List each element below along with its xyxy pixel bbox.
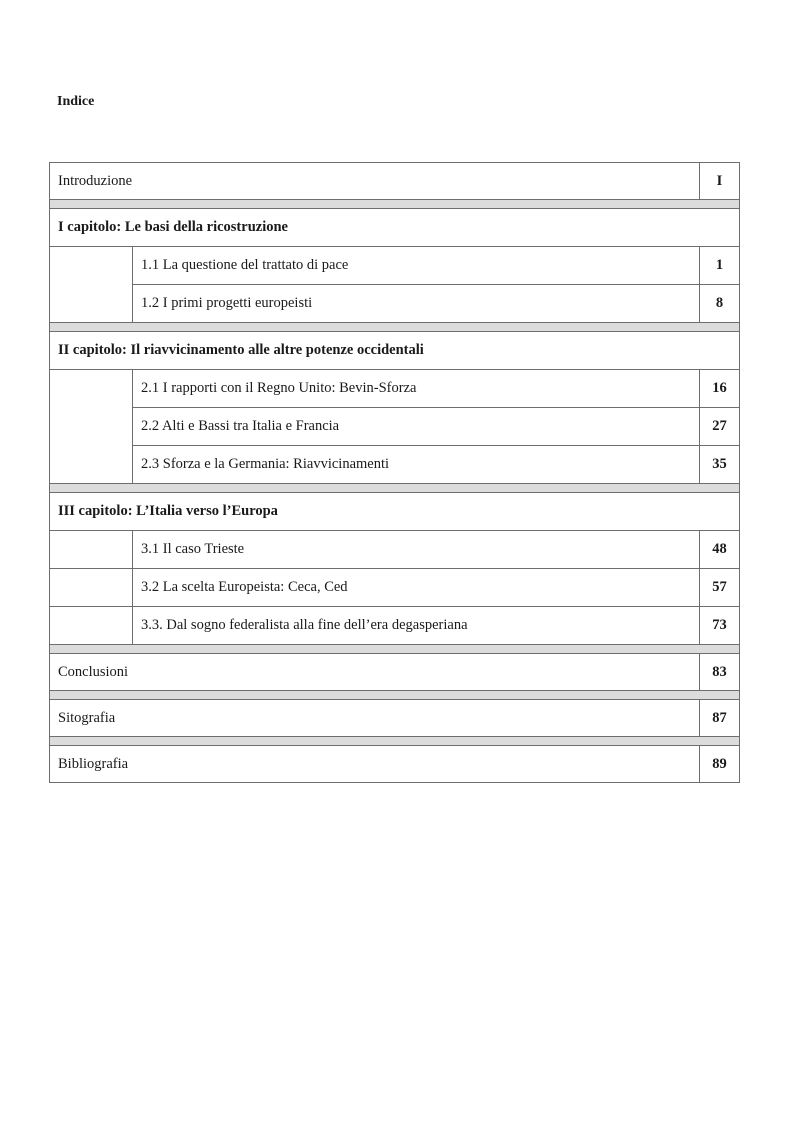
toc-separator [50, 484, 740, 493]
toc-chapter-1 [50, 209, 740, 247]
section-page: 35 [700, 446, 740, 484]
table-of-contents [49, 162, 740, 783]
section-label: 1.2 I primi progetti europeisti [133, 285, 700, 323]
chapter-title: II capitolo: Il riavvicinamento alle altre potenze occidentali [50, 332, 740, 370]
toc-section-row [50, 446, 740, 484]
toc-section-row [50, 607, 740, 645]
toc-sitography-page: 87 [700, 700, 740, 737]
toc-introduction-page: I [700, 163, 740, 200]
indent-cell [50, 531, 133, 569]
section-page: 57 [700, 569, 740, 607]
indent-cell [50, 569, 133, 607]
toc-row-introduction [50, 163, 740, 200]
section-page: 8 [700, 285, 740, 323]
toc-section-row [50, 531, 740, 569]
toc-separator [50, 737, 740, 746]
toc-row-bibliography [50, 746, 740, 783]
toc-section-row [50, 247, 740, 285]
indent-cell [50, 607, 133, 645]
section-page: 48 [700, 531, 740, 569]
toc-section-row [50, 408, 740, 446]
toc-sitography-label: Sitografia [50, 700, 700, 737]
section-page: 16 [700, 370, 740, 408]
toc-bibliography-page: 89 [700, 746, 740, 783]
section-label: 1.1 La questione del trattato di pace [133, 247, 700, 285]
section-page: 73 [700, 607, 740, 645]
toc-separator [50, 200, 740, 209]
section-label: 3.1 Il caso Trieste [133, 531, 700, 569]
section-label: 3.2 La scelta Europeista: Ceca, Ced [133, 569, 700, 607]
indent-cell [50, 370, 133, 484]
toc-bibliography-label: Bibliografia [50, 746, 700, 783]
page-title: Indice [57, 94, 95, 109]
indent-cell [50, 247, 133, 323]
toc-introduction-label: Introduzione [50, 163, 700, 200]
toc-section-row [50, 285, 740, 323]
toc-separator [50, 323, 740, 332]
toc-chapter-2 [50, 332, 740, 370]
section-label: 2.2 Alti e Bassi tra Italia e Francia [133, 408, 700, 446]
toc-separator [50, 645, 740, 654]
toc-row-sitography [50, 700, 740, 737]
toc-row-conclusions [50, 654, 740, 691]
toc-chapter-3 [50, 493, 740, 531]
section-label: 3.3. Dal sogno federalista alla fine dell’era degasperiana [133, 607, 700, 645]
toc-section-row [50, 370, 740, 408]
toc-separator [50, 691, 740, 700]
chapter-title: III capitolo: L’Italia verso l’Europa [50, 493, 740, 531]
chapter-title: I capitolo: Le basi della ricostruzione [50, 209, 740, 247]
toc-conclusions-page: 83 [700, 654, 740, 691]
toc-conclusions-label: Conclusioni [50, 654, 700, 691]
section-page: 1 [700, 247, 740, 285]
toc-section-row [50, 569, 740, 607]
section-label: 2.1 I rapporti con il Regno Unito: Bevin-Sforza [133, 370, 700, 408]
section-page: 27 [700, 408, 740, 446]
section-label: 2.3 Sforza e la Germania: Riavvicinamenti [133, 446, 700, 484]
